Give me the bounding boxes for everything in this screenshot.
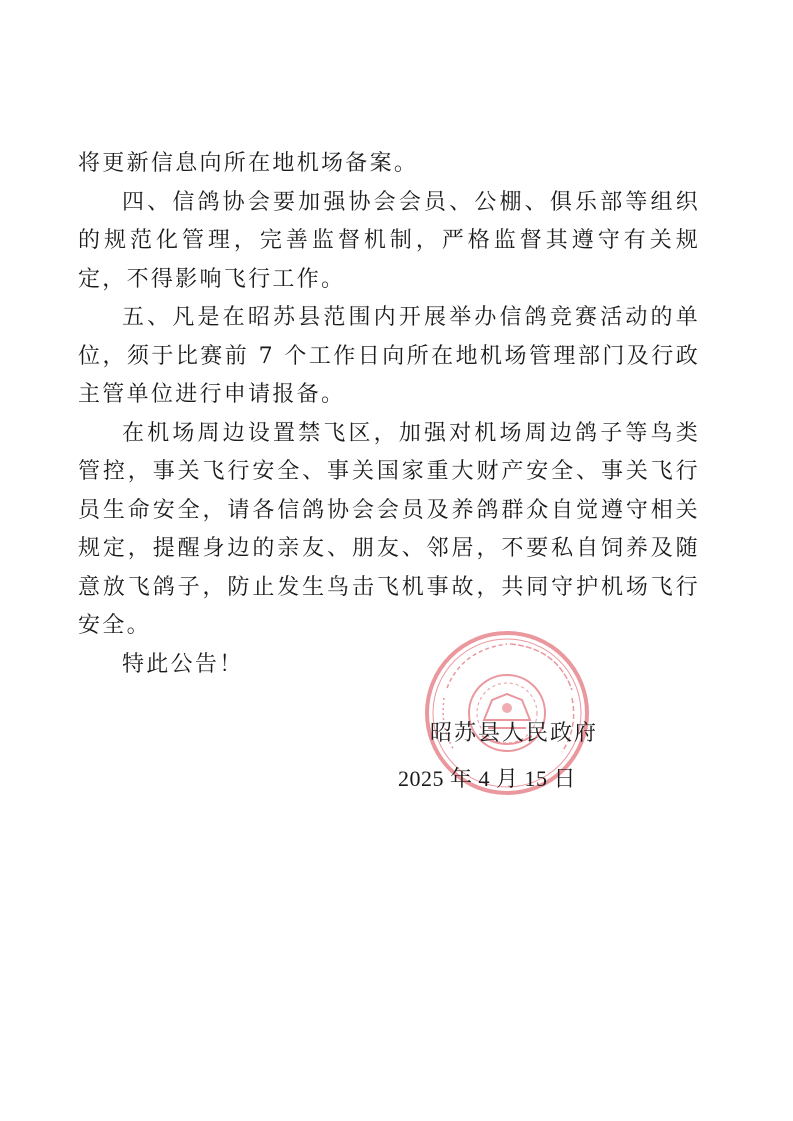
issuing-organization: 昭苏县人民政府: [430, 721, 599, 746]
paragraph-continuation: 将更新信息向所在地机场备案。: [78, 151, 419, 176]
paragraph-item-five: 五、凡是在昭苏县范围内开展举办信鸽竞赛活动的单位，须于比赛前 7 个工作日向所在地机场管理部门及行政主管单位进行申请报备。: [78, 305, 700, 407]
document-body: [78, 145, 700, 684]
issue-date: 2025 年 4 月 15 日: [398, 766, 577, 791]
paragraph-closing: 特此公告！: [122, 651, 244, 677]
paragraph-no-fly-zone: 在机场周边设置禁飞区，加强对机场周边鸽子等鸟类管控，事关飞行安全、事关国家重大财产安全、事关飞行员生命安全，请各信鸽协会会员及养鸽群众自觉遵守相关规定，提醒身边的亲友、朋友、邻居，不要私自饲养及随意放飞鸽子，防止发生鸟击飞机事故，共同守护机场飞行安全。: [78, 420, 700, 638]
paragraph-item-four: 四、信鸽协会要加强协会会员、公棚、俱乐部等组织的规范化管理，完善监督机制，严格监督其遵守有关规定，不得影响飞行工作。: [78, 189, 700, 292]
